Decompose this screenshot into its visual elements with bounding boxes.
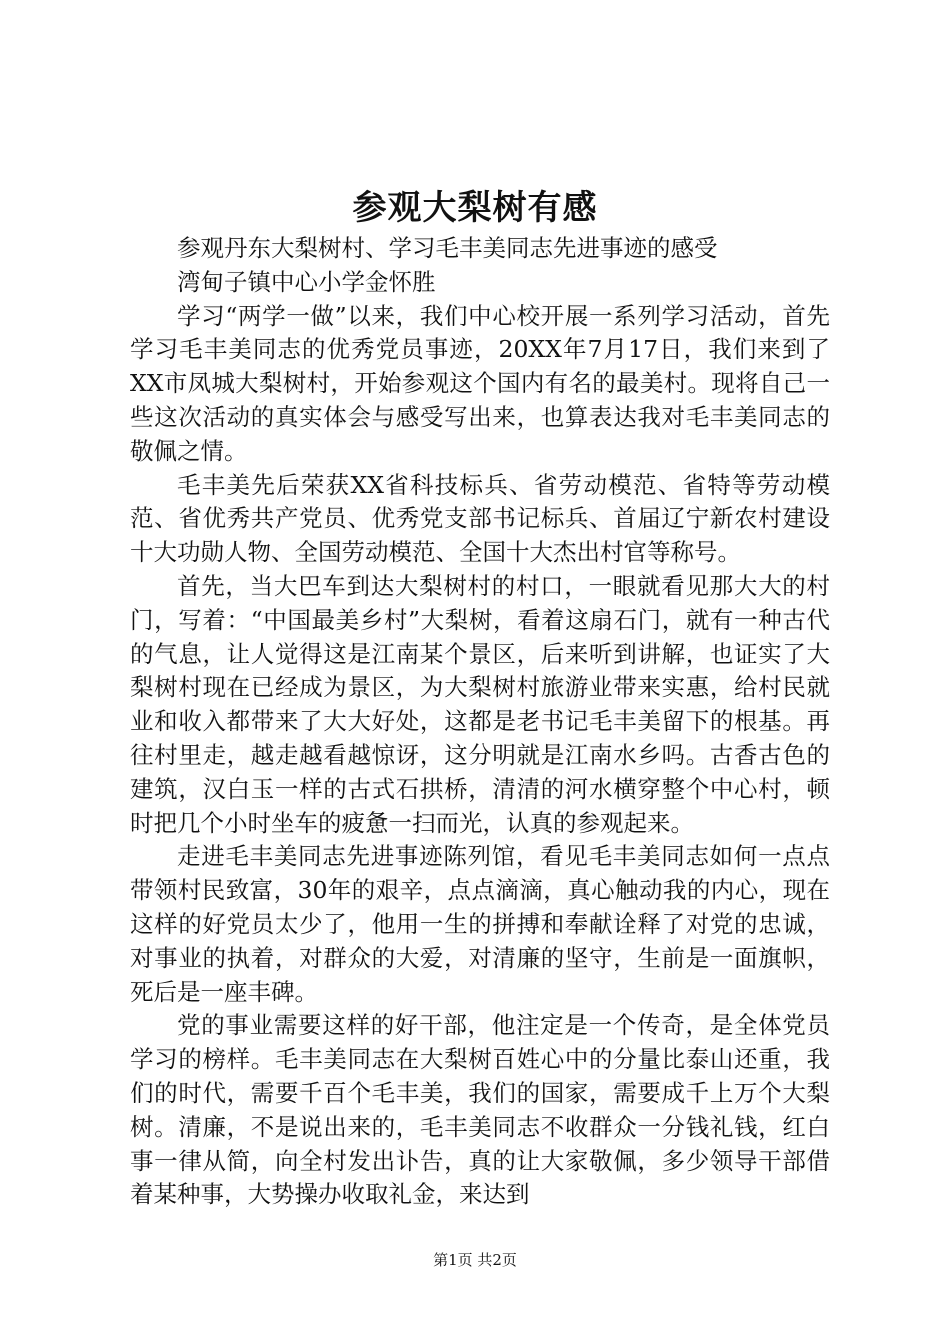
paragraph: 学习“两学一做”以来，我们中心校开展一系列学习活动，首先学习毛丰美同志的优秀党员事迹，20XX年7月17日，我们来到了XX市凤城大梨树村，开始参观这个国内有名的最美村。现将自己一些这次活动的真实体会与感受写出来，也算表达我对毛丰美同志的敬佩之情。	[130, 301, 830, 465]
paragraph: 首先，当大巴车到达大梨树村的村口，一眼就看见那大大的村门，写着：“中国最美乡村”大梨树，看着这扇石门，就有一种古代的气息，让人觉得这是江南某个景区，后来听到讲解，也证实了大梨树村现在已经成为景区，为大梨树村旅游业带来实惠，给村民就业和收入都带来了大大好处，这都是老书记毛丰美留下的根基。再往村里走，越走越看越惊讶，这分明就是江南水乡吗。古香古色的建筑，汉白玉一样的古式石拱桥，清清的河水横穿整个中心村，顿时把几个小时坐车的疲惫一扫而光，认真的参观起来。	[130, 571, 830, 837]
document-body	[130, 232, 830, 1212]
page-number-footer: 第1页 共2页	[433, 1251, 517, 1269]
subtitle-line: 参观丹东大梨树村、学习毛丰美同志先进事迹的感受	[177, 234, 718, 262]
paragraph: 党的事业需要这样的好干部，他注定是一个传奇，是全体党员学习的榜样。毛丰美同志在大梨树百姓心中的分量比泰山还重，我们的时代，需要千百个毛丰美，我们的国家，需要成千上万个大梨树。清廉，不是说出来的，毛丰美同志不收群众一分钱礼钱，红白事一律从简，向全村发出讣告，真的让大家敬佩，多少领导干部借着某种事，大势操办收取礼金，来达到	[130, 1011, 830, 1209]
document-title: 参观大梨树有感	[352, 188, 598, 228]
paragraph: 毛丰美先后荣获XX省科技标兵、省劳动模范、省特等劳动模范、省优秀共产党员、优秀党支部书记标兵、首届辽宁新农村建设十大功勋人物、全国劳动模范、全国十大杰出村官等称号。	[130, 470, 830, 567]
paragraph: 走进毛丰美同志先进事迹陈列馆，看见毛丰美同志如何一点点带领村民致富，30年的艰辛，点点滴滴，真心触动我的内心，现在这样的好党员太少了，他用一生的拼搏和奉献诠释了对党的忠诚，对事业的执着，对群众的大爱，对清廉的坚守，生前是一面旗帜，死后是一座丰碑。	[130, 842, 830, 1006]
author-line: 湾甸子镇中心小学金怀胜	[177, 267, 436, 296]
